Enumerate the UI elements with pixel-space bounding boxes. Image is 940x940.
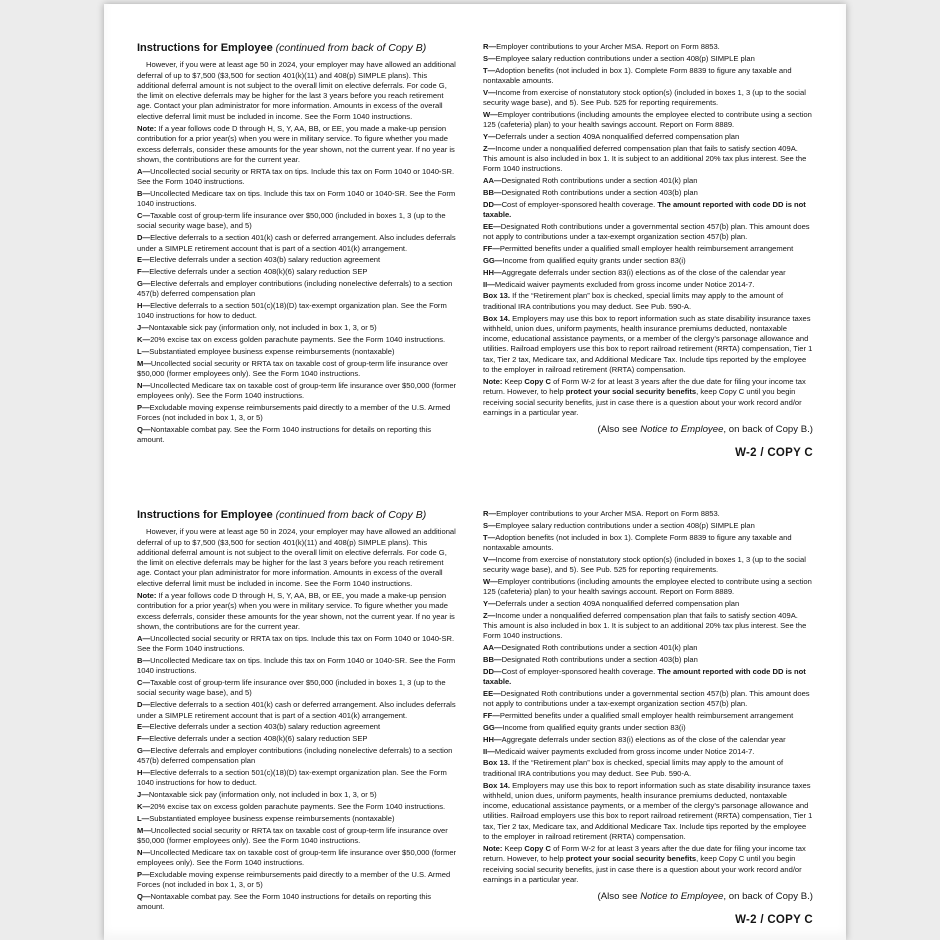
code-item-HH: HH—Aggregate deferrals under section 83(i) elections as of the close of the calendar year xyxy=(483,734,786,744)
note-paragraph: Note: If a year follows code D through H, S, Y, AA, BB, or EE, you made a make-up pension contribution for a prior year(s) when you were in military service. To figure whether you made excess deferrals, consider these amounts for the year shown, not the current year. If no year is shown, the contributions are for the current year. xyxy=(137,591,455,631)
code-item-L: L—Substantiated employee business expense reimbursements (nontaxable) xyxy=(137,346,395,356)
code-item-V: V—Income from exercise of nonstatutory stock option(s) (included in boxes 1, 3 (up to the social security wage base), and 5). See Pub. 525 for reporting requirements. xyxy=(483,554,806,575)
also-see-note: (Also see Notice to Employee, on back of Copy B.) xyxy=(597,891,813,903)
code-item-G: G—Elective deferrals and employer contributions (including nonelective deferrals) to a section 457(b) deferred compensation plan xyxy=(137,278,453,299)
code-item-H: H—Elective deferrals to a section 501(c)(18)(D) tax-exempt organization plan. See the Form 1040 instructions for how to deduct. xyxy=(137,301,447,321)
code-item-Q: Q—Nontaxable combat pay. See the Form 1040 instructions for details on reporting this amount. xyxy=(137,892,432,912)
code-item-M: M—Uncollected social security or RRTA tax on taxable cost of group-term life insurance over $50,000 (former employees only). See the Form 1040 instructions. xyxy=(137,358,448,378)
paper-sheet xyxy=(104,4,846,940)
left-column xyxy=(137,509,458,929)
code-item-Q: Q—Nontaxable combat pay. See the Form 1040 instructions for details on reporting this amount. xyxy=(137,425,432,445)
code-item-T: T—Adoption benefits (not included in box 1). Complete Form 8839 to figure any taxable and nontaxable amounts. xyxy=(483,532,792,552)
code-item-R: R—Employer contributions to your Archer MSA. Report on Form 8853. xyxy=(483,42,720,51)
code-item-D: D—Elective deferrals to a section 401(k) cash or deferred arrangement. Also includes deferrals under a SIMPLE retirement account that is part of a section 401(k) arrangement. xyxy=(137,700,456,720)
code-item-FF: FF—Permitted benefits under a qualified small employer health reimbursement arrangement xyxy=(483,244,794,254)
code-item-DD: DD—Cost of employer-sponsored health coverage. The amount reported with code DD is not taxable. xyxy=(483,199,806,220)
code-item-W: W—Employer contributions (including amounts the employee elected to contribute using a section 125 (cafeteria) plan) to your health savings account. Report on Form 8889. xyxy=(483,109,812,130)
keep-copy-note: Note: Keep Copy C of Form W-2 for at least 3 years after the due date for filing your income tax return. However, to help protect your social security benefits, keep Copy C until you begin receiving social security benefits, just in case there is a question about your work record and/or earnings in a particular year. xyxy=(483,843,806,884)
note-paragraph: Note: If a year follows code D through H, S, Y, AA, BB, or EE, you made a make-up pension contribution for a prior year(s) when you were in military service. To figure whether you made excess deferrals, consider these amounts for the year shown, not the current year. If no year is shown, the contributions are for the current year. xyxy=(137,124,455,164)
also-see-note: (Also see Notice to Employee, on back of Copy B.) xyxy=(597,424,813,436)
code-item-D: D—Elective deferrals to a section 401(k) cash or deferred arrangement. Also includes deferrals under a SIMPLE retirement account that is part of a section 401(k) arrangement. xyxy=(137,233,456,253)
box-14-paragraph: Box 14. Employers may use this box to report information such as state disability insurance taxes withheld, union dues, uniform payments, health insurance premiums deducted, nontaxable income, educational assistance payments, or a member of the clergy’s parsonage allowance and utilities. Railroad employers use this box to report railroad retirement (RRTA) compensation, Tier 1 tax, Tier 2 tax, Medicare tax, and Additional Medicare Tax. Include tips reported by the employee to the employer in railroad retirement (RRTA) compensation. xyxy=(483,313,813,375)
keep-copy-note: Note: Keep Copy C of Form W-2 for at least 3 years after the due date for filing your income tax return. However, to help protect your social security benefits, keep Copy C until you begin receiving social security benefits, just in case there is a question about your work record and/or earnings in a particular year. xyxy=(483,376,806,417)
box-13-paragraph: Box 13. If the “Retirement plan” box is checked, special limits may apply to the amount of traditional IRA contributions you may deduct. See Pub. 590-A. xyxy=(483,291,784,311)
code-item-A: A—Uncollected social security or RRTA tax on tips. Include this tax on Form 1040 or 1040-SR. See the Form 1040 instructions. xyxy=(137,633,455,654)
code-item-P: P—Excludable moving expense reimbursements paid directly to a member of the U.S. Armed Forces (not included in box 1, 3, or 5) xyxy=(137,869,451,890)
code-item-Y: Y—Deferrals under a section 409A nonqualified deferred compensation plan xyxy=(483,132,740,141)
code-item-II: II—Medicaid waiver payments excluded from gross income under Notice 2014-7. xyxy=(483,746,755,756)
code-item-P: P—Excludable moving expense reimbursements paid directly to a member of the U.S. Armed Forces (not included in box 1, 3, or 5) xyxy=(137,402,451,423)
code-item-BB: BB—Designated Roth contributions under a section 403(b) plan xyxy=(483,655,698,665)
code-item-AA: AA—Designated Roth contributions under a section 401(k) plan xyxy=(483,176,698,186)
code-item-Y: Y—Deferrals under a section 409A nonqualified deferred compensation plan xyxy=(483,599,740,608)
code-item-M: M—Uncollected social security or RRTA tax on taxable cost of group-term life insurance over $50,000 (former employees only). See the Form 1040 instructions. xyxy=(137,825,448,845)
code-item-J: J—Nontaxable sick pay (information only, not included in box 1, 3, or 5) xyxy=(137,790,377,800)
code-item-DD: DD—Cost of employer-sponsored health coverage. The amount reported with code DD is not taxable. xyxy=(483,666,806,687)
code-item-B: B—Uncollected Medicare tax on tips. Include this tax on Form 1040 or 1040-SR. See the Form 1040 instructions. xyxy=(137,188,456,209)
code-item-II: II—Medicaid waiver payments excluded from gross income under Notice 2014-7. xyxy=(483,279,755,289)
code-item-C: C—Taxable cost of group-term life insurance over $50,000 (included in boxes 1, 3 (up to the social security wage base), and 5) xyxy=(137,211,446,231)
code-item-L: L—Substantiated employee business expense reimbursements (nontaxable) xyxy=(137,813,395,823)
code-item-N: N—Uncollected Medicare tax on taxable cost of group-term life insurance over $50,000 (former employees only). See the Form 1040 instructions. xyxy=(137,380,457,401)
box-14-paragraph: Box 14. Employers may use this box to report information such as state disability insurance taxes withheld, union dues, uniform payments, health insurance premiums deducted, nontaxable income, educational assistance payments, or a member of the clergy’s parsonage allowance and utilities. Railroad employers use this box to report railroad retirement (RRTA) compensation, Tier 1 tax, Tier 2 tax, Medicare tax, and Additional Medicare Tax. Include tips reported by the employee to the employer in railroad retirement (RRTA) compensation. xyxy=(483,780,813,842)
code-item-E: E—Elective deferrals under a section 403(b) salary reduction agreement xyxy=(137,255,381,265)
code-item-B: B—Uncollected Medicare tax on tips. Include this tax on Form 1040 or 1040-SR. See the Form 1040 instructions. xyxy=(137,655,456,676)
code-item-N: N—Uncollected Medicare tax on taxable cost of group-term life insurance over $50,000 (former employees only). See the Form 1040 instructions. xyxy=(137,847,457,868)
code-item-J: J—Nontaxable sick pay (information only, not included in box 1, 3, or 5) xyxy=(137,323,377,333)
code-item-A: A—Uncollected social security or RRTA tax on tips. Include this tax on Form 1040 or 1040-SR. See the Form 1040 instructions. xyxy=(137,166,455,187)
code-item-BB: BB—Designated Roth contributions under a section 403(b) plan xyxy=(483,188,698,198)
code-item-G: G—Elective deferrals and employer contributions (including nonelective deferrals) to a section 457(b) deferred compensation plan xyxy=(137,745,453,766)
code-item-AA: AA—Designated Roth contributions under a section 401(k) plan xyxy=(483,643,698,653)
instructions-title: Instructions for Employee (continued from back of Copy B) xyxy=(137,42,427,54)
code-item-EE: EE—Designated Roth contributions under a governmental section 457(b) plan. This amount does not apply to contributions under a tax-exempt organization section 457(b) plan. xyxy=(483,689,810,709)
code-item-R: R—Employer contributions to your Archer MSA. Report on Form 8853. xyxy=(483,509,720,518)
box-13-paragraph: Box 13. If the “Retirement plan” box is checked, special limits may apply to the amount of traditional IRA contributions you may deduct. See Pub. 590-A. xyxy=(483,758,784,778)
intro-paragraph: However, if you were at least age 50 in 2024, your employer may have allowed an additional deferral of up to $7,500 ($3,500 for section 401(k)(11) and 408(p) SIMPLE plans). This additional deferral amount is not subject to the overall limit on elective deferrals. For code G, the limit on elective deferrals may be higher for the last 3 years before you reach retirement age. Contact your plan administrator for more information. Amounts in excess of the overall elective deferral limit must be included in income. See the Form 1040 instructions. xyxy=(137,60,456,121)
code-item-E: E—Elective deferrals under a section 403(b) salary reduction agreement xyxy=(137,722,381,732)
code-item-H: H—Elective deferrals to a section 501(c)(18)(D) tax-exempt organization plan. See the Form 1040 instructions for how to deduct. xyxy=(137,768,447,788)
right-column xyxy=(483,42,813,462)
code-item-GG: GG—Income from qualified equity grants under section 83(i) xyxy=(483,722,686,732)
left-column xyxy=(137,42,458,462)
instructions-title: Instructions for Employee (continued from back of Copy B) xyxy=(137,509,427,521)
code-item-V: V—Income from exercise of nonstatutory stock option(s) (included in boxes 1, 3 (up to the social security wage base), and 5). See Pub. 525 for reporting requirements. xyxy=(483,87,806,108)
instructions-copy-block-top xyxy=(137,42,813,462)
code-item-K: K—20% excise tax on excess golden parachute payments. See the Form 1040 instructions. xyxy=(137,802,446,811)
code-item-HH: HH—Aggregate deferrals under section 83(i) elections as of the close of the calendar year xyxy=(483,267,786,277)
code-item-F: F—Elective deferrals under a section 408(k)(6) salary reduction SEP xyxy=(137,267,368,277)
code-item-Z: Z—Income under a nonqualified deferred compensation plan that fails to satisfy section 409A. This amount is also included in box 1. It is subject to an additional 20% tax plus interest. See the Form 1040 instructions. xyxy=(483,610,807,641)
code-item-FF: FF—Permitted benefits under a qualified small employer health reimbursement arrangement xyxy=(483,711,794,721)
right-column xyxy=(483,509,813,929)
code-item-F: F—Elective deferrals under a section 408(k)(6) salary reduction SEP xyxy=(137,734,368,744)
code-item-W: W—Employer contributions (including amounts the employee elected to contribute using a section 125 (cafeteria) plan) to your health savings account. Report on Form 8889. xyxy=(483,576,812,597)
code-item-T: T—Adoption benefits (not included in box 1). Complete Form 8839 to figure any taxable and nontaxable amounts. xyxy=(483,65,792,85)
code-item-S: S—Employee salary reduction contributions under a section 408(p) SIMPLE plan xyxy=(483,53,755,63)
form-copy-label: W-2 / COPY C xyxy=(735,914,813,927)
code-item-EE: EE—Designated Roth contributions under a governmental section 457(b) plan. This amount does not apply to contributions under a tax-exempt organization section 457(b) plan. xyxy=(483,222,810,242)
code-item-Z: Z—Income under a nonqualified deferred compensation plan that fails to satisfy section 409A. This amount is also included in box 1. It is subject to an additional 20% tax plus interest. See the Form 1040 instructions. xyxy=(483,143,807,174)
intro-paragraph: However, if you were at least age 50 in 2024, your employer may have allowed an additional deferral of up to $7,500 ($3,500 for section 401(k)(11) and 408(p) SIMPLE plans). This additional deferral amount is not subject to the overall limit on elective deferrals. For code G, the limit on elective deferrals may be higher for the last 3 years before you reach retirement age. Contact your plan administrator for more information. Amounts in excess of the overall elective deferral limit must be included in income. See the Form 1040 instructions. xyxy=(137,527,456,588)
code-item-K: K—20% excise tax on excess golden parachute payments. See the Form 1040 instructions. xyxy=(137,335,446,344)
instructions-copy-block-bottom xyxy=(137,509,813,929)
code-item-S: S—Employee salary reduction contributions under a section 408(p) SIMPLE plan xyxy=(483,520,755,530)
code-item-GG: GG—Income from qualified equity grants under section 83(i) xyxy=(483,255,686,265)
form-copy-label: W-2 / COPY C xyxy=(735,447,813,460)
code-item-C: C—Taxable cost of group-term life insurance over $50,000 (included in boxes 1, 3 (up to the social security wage base), and 5) xyxy=(137,678,446,698)
